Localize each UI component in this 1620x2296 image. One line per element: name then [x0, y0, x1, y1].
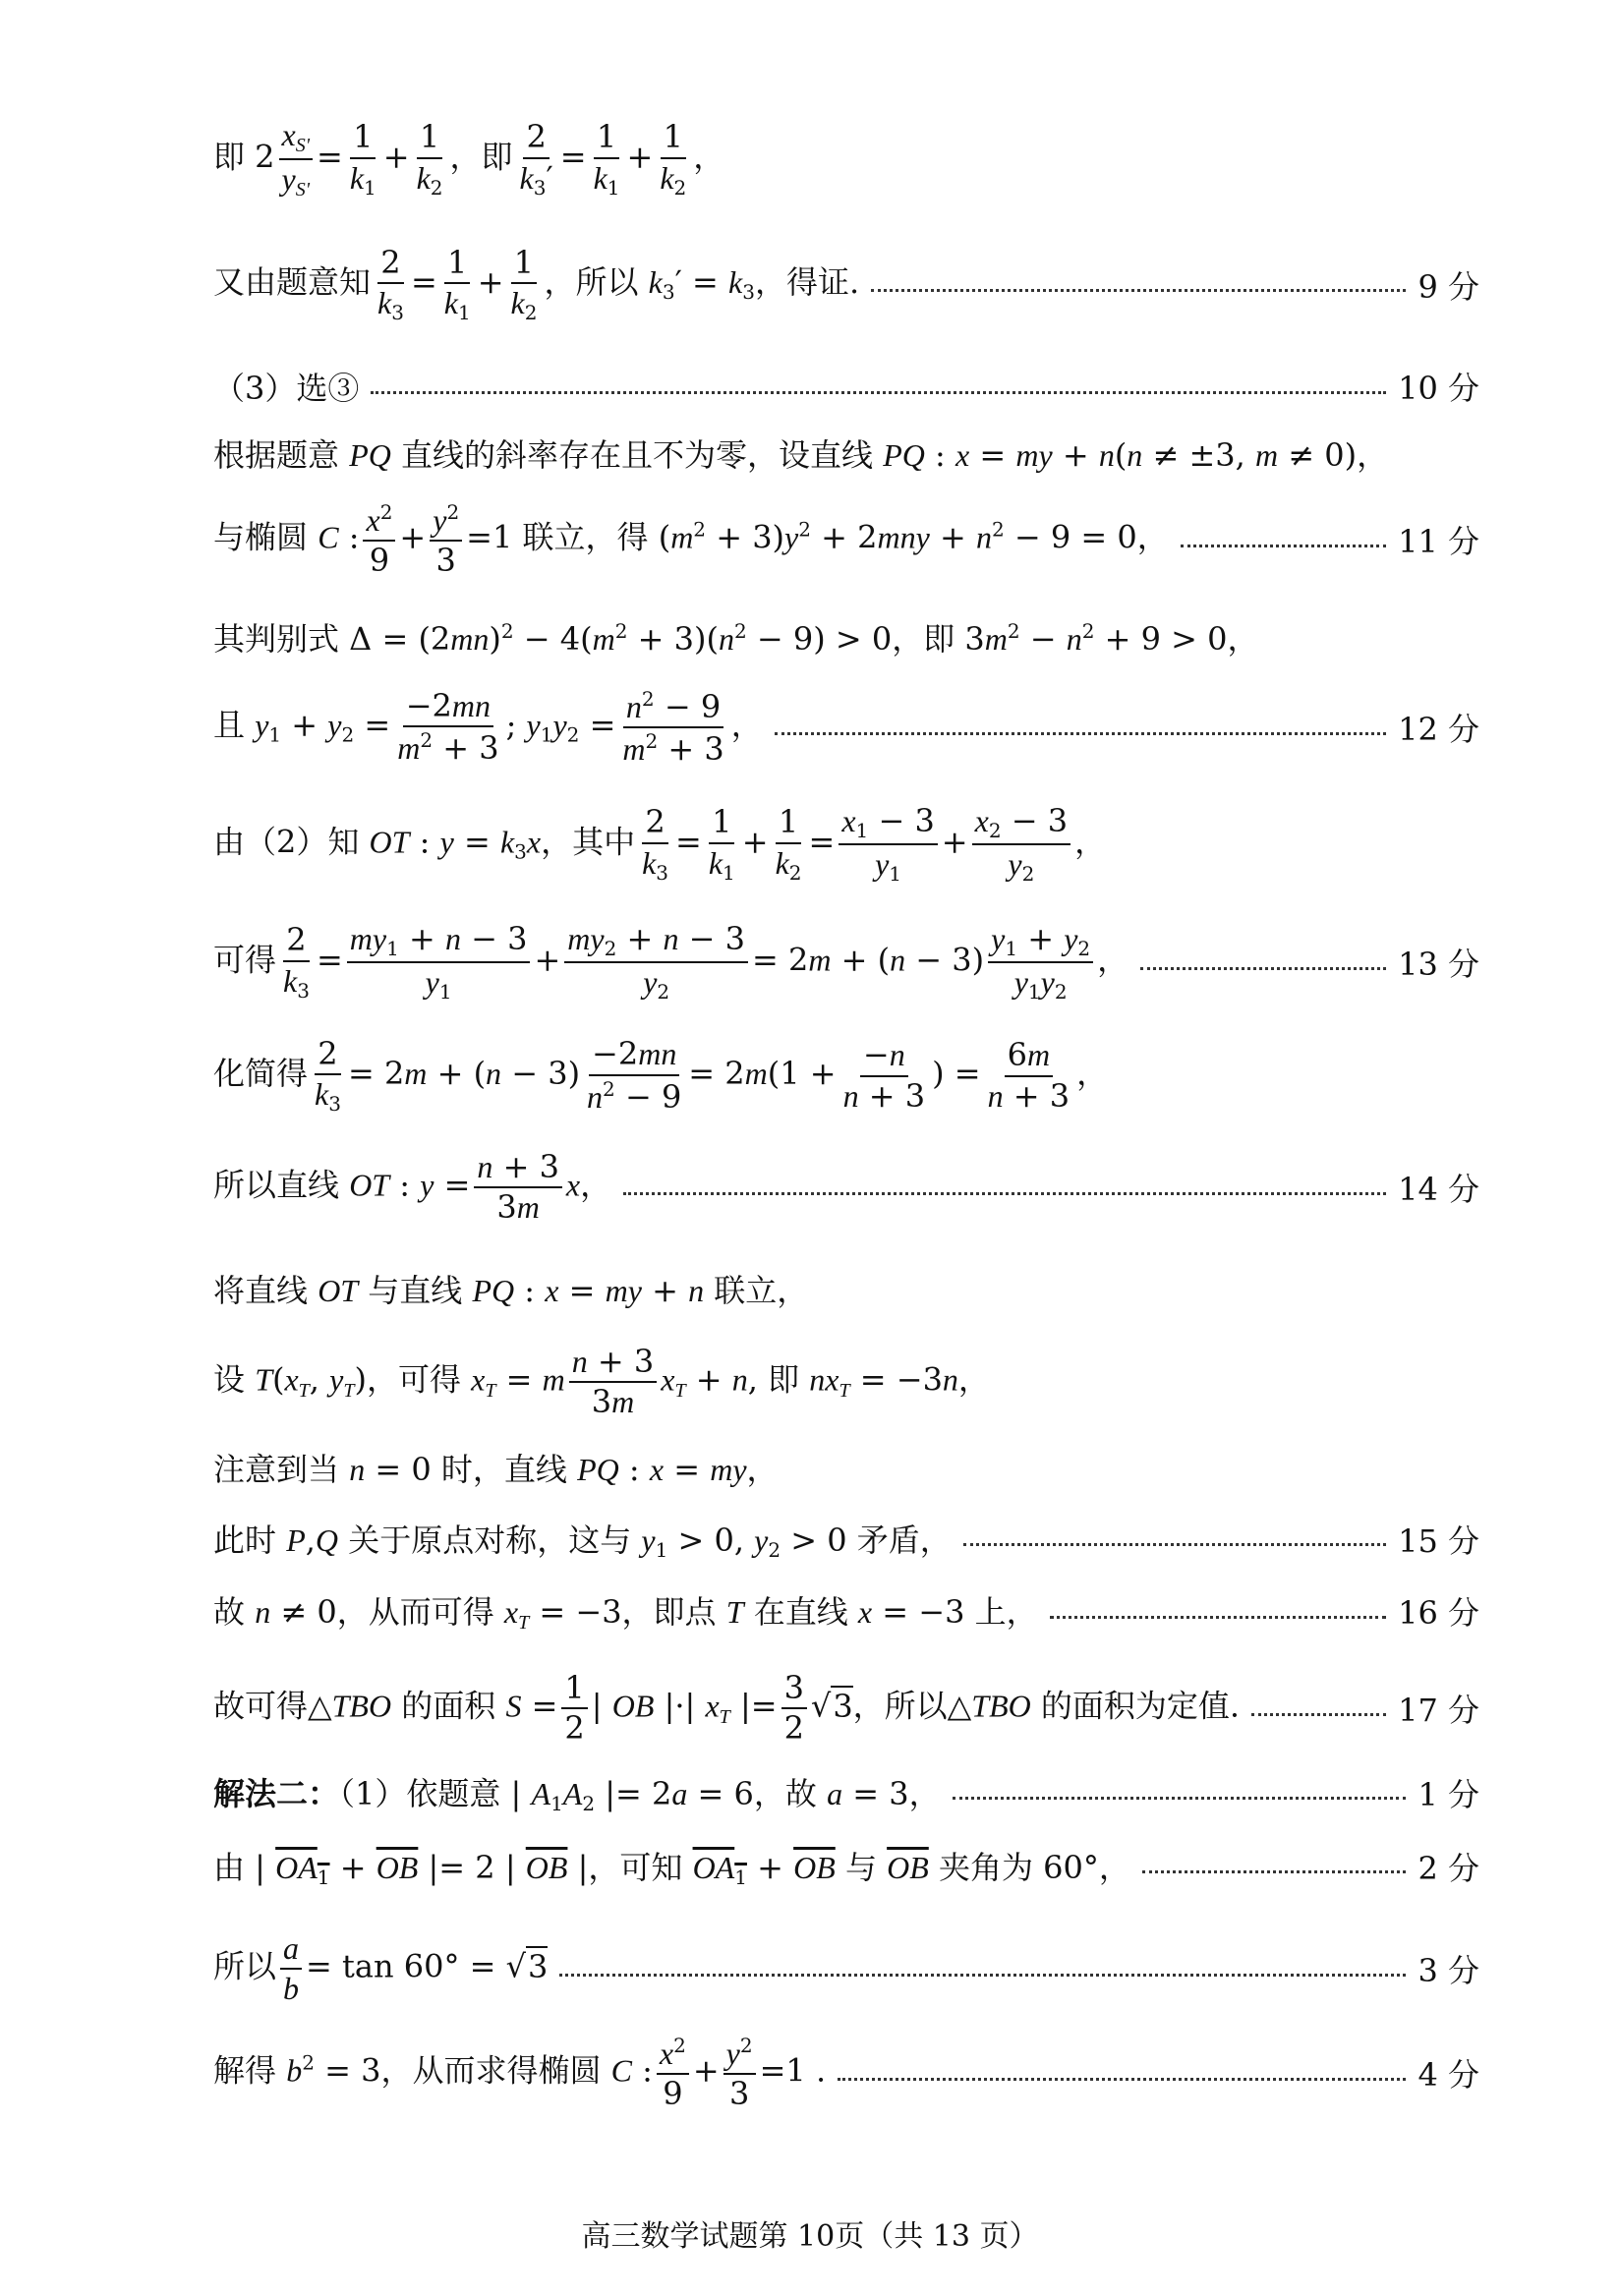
- math-text: 注意到当 n = 0 时，直线 PQ : x = my，: [213, 1451, 779, 1488]
- page-footer: 高三数学试题第 10页（共 13 页）: [581, 2219, 1039, 2254]
- score-label: 3 分: [1418, 1952, 1479, 1990]
- solution-line: [213, 1150, 1479, 1225]
- score-label: 12 分: [1398, 711, 1479, 749]
- score-label: 1 分: [1418, 1775, 1479, 1813]
- math-text: 此时 P,Q 关于原点对称，这与 $y_1 > 0$, $y_2 > 0$ 矛盾，: [213, 1521, 952, 1562]
- dotted-leader: [559, 1974, 1406, 1977]
- math-text: 又由题意知 $\frac{2}{k_3}$ = $\frac{1}{k_1}$ + $\frac{1}{k_2}$ ，所以 $k_3' = k_3$，得证.: [213, 244, 860, 325]
- solution-line: [213, 804, 1479, 885]
- math-text: 故可得△TBO 的面积 S = $\frac{1}{2}$ | OB |·| $x_T$ |= $\frac{3}{2}$ √3，所以△TBO 的面积为定值.: [213, 1669, 1241, 1748]
- math-text: 可得 $\frac{2}{k_3}$ = $\frac{my_1 + n - 3}{y_1}$ + $\frac{my_2 + n - 3}{y_2}$ = 2m + (n − 3) $\frac{y_1 + y_2}{y_1y_2}$ ，: [213, 920, 1129, 1004]
- math-text: 所以直线 OT : y = $\frac{n + 3}{3m}$ x，: [213, 1148, 612, 1227]
- solution-line: [213, 688, 1479, 767]
- math-text: 设 $T(x_T$, $y_T$)，可得 $x_T = m$ $\frac{n + 3}{3m}$ $x_T + n$, 即 $nx_T = -3n$，: [213, 1343, 990, 1421]
- solution-line: [213, 1843, 1479, 1889]
- score-label: 11 分: [1398, 523, 1479, 561]
- solution-line: [213, 1671, 1479, 1746]
- solution-line: [213, 1587, 1479, 1635]
- dotted-leader: [953, 1797, 1407, 1800]
- math-text: 与椭圆 C : $\frac{x^2}{9}$ + $\frac{y^2}{3}$ =1 联立，得 $(m^2 + 3)y^2 + 2mny + n^2 - 9 = 0$，: [213, 500, 1169, 580]
- solution-line: [213, 501, 1479, 578]
- dotted-leader: [1142, 1870, 1407, 1873]
- math-text: 且 $y_1 + y_2$ = $\frac{-2mn}{m^2 + 3}$ ; $y_1y_2$ = $\frac{n^2 - 9}{m^2 + 3}$ ，: [213, 687, 763, 769]
- dotted-leader: [1140, 967, 1386, 970]
- score-label: 10 分: [1398, 370, 1479, 407]
- dotted-leader: [775, 732, 1386, 735]
- math-text: 解法二：（1）依题意 | $A_1A_2$ |= 2a = 6，故 a = 3，: [213, 1775, 941, 1815]
- score-label: 4 分: [1418, 2056, 1479, 2095]
- score-label: 16 分: [1398, 1594, 1479, 1632]
- solution-line: [213, 922, 1479, 1003]
- solution-line: [213, 2035, 1479, 2111]
- solution-line: [213, 614, 1479, 660]
- dotted-leader: [623, 1192, 1386, 1195]
- score-label: 9 分: [1418, 267, 1479, 306]
- solution-line: [213, 1266, 1479, 1311]
- dotted-leader: [1251, 1713, 1386, 1716]
- solution-line: [213, 1445, 1479, 1490]
- math-text: 解得 $b^2 = 3$，从而求得椭圆 C : $\frac{x^2}{9}$ + $\frac{y^2}{3}$ =1 .: [213, 2034, 827, 2113]
- solution-line: [213, 1345, 1479, 1419]
- score-label: 17 分: [1398, 1692, 1479, 1730]
- math-text: 其判别式 $\Delta = (2mn)^2 - 4(m^2 + 3)(n^2 - 9) > 0$，即 $3m^2 - n^2 + 9 > 0$，: [213, 619, 1259, 658]
- math-text: 化简得 $\frac{2}{k_3}$ = 2m + (n − 3) $\frac{-2mn}{n^2 - 9}$ = 2m(1 + $\frac{-n}{n + 3}$ ) = $\frac{6m}{n + 3}$ ，: [213, 1035, 1109, 1117]
- solution-line: [213, 1931, 1479, 2006]
- math-text: 即 2 $\frac{x_{S'}}{y_{S'}}$ = $\frac{1}{k_1}$ + $\frac{1}{k_2}$ ，即 $\frac{2}{k_3'}$ = $\frac{1}{k_1}$ + $\frac{1}{k_2}$ ，: [213, 117, 725, 201]
- dotted-leader: [1050, 1616, 1386, 1619]
- dotted-leader: [838, 2078, 1406, 2081]
- solution-line: [213, 246, 1479, 323]
- math-text: 由（2）知 OT : $y = k_3x$，其中 $\frac{2}{k_3}$ = $\frac{1}{k_1}$ + $\frac{1}{k_2}$ = $\frac{x_1 - 3}{y_1}$ + $\frac{x_2 - 3}{y_2}$ ，: [213, 802, 1107, 886]
- solution-line: [213, 364, 1479, 409]
- score-label: 13 分: [1398, 946, 1479, 983]
- math-text: 由 | $OA_1 + \overline{OB}$ |= 2 | $\overline{OB}$ |，可知 $OA_1 + \overline{OB}$ 与 $\overline{OB}$ 夹角为 60°，: [213, 1849, 1130, 1889]
- math-text: 所以 $\frac{a}{b}$ = tan 60° = √3: [213, 1930, 549, 2007]
- dotted-leader: [371, 391, 1386, 394]
- solution-line: [213, 118, 1479, 201]
- math-text: 将直线 OT 与直线 PQ : x = my + n 联立，: [213, 1272, 809, 1309]
- score-label: 15 分: [1398, 1521, 1479, 1560]
- part-label: （3）选③: [213, 370, 360, 407]
- solution-line: [213, 1769, 1479, 1815]
- dotted-leader: [1181, 545, 1386, 547]
- dotted-leader: [871, 289, 1406, 292]
- math-text: 根据题意 PQ 直线的斜率存在且不为零，设直线 PQ : x = my + n(n ≠ ±3, m ≠ 0)，: [213, 436, 1389, 474]
- math-text: 故 n ≠ 0，从而可得 $x_T = -3$，即点 T 在直线 x = −3 上，: [213, 1593, 1038, 1634]
- method-label: 解法二：: [213, 1775, 340, 1812]
- solution-line: [213, 1516, 1479, 1562]
- solution-line: [213, 430, 1479, 476]
- score-label: 2 分: [1418, 1849, 1479, 1887]
- solution-line: [213, 1037, 1479, 1115]
- score-label: 14 分: [1398, 1171, 1479, 1209]
- dotted-leader: [963, 1543, 1386, 1546]
